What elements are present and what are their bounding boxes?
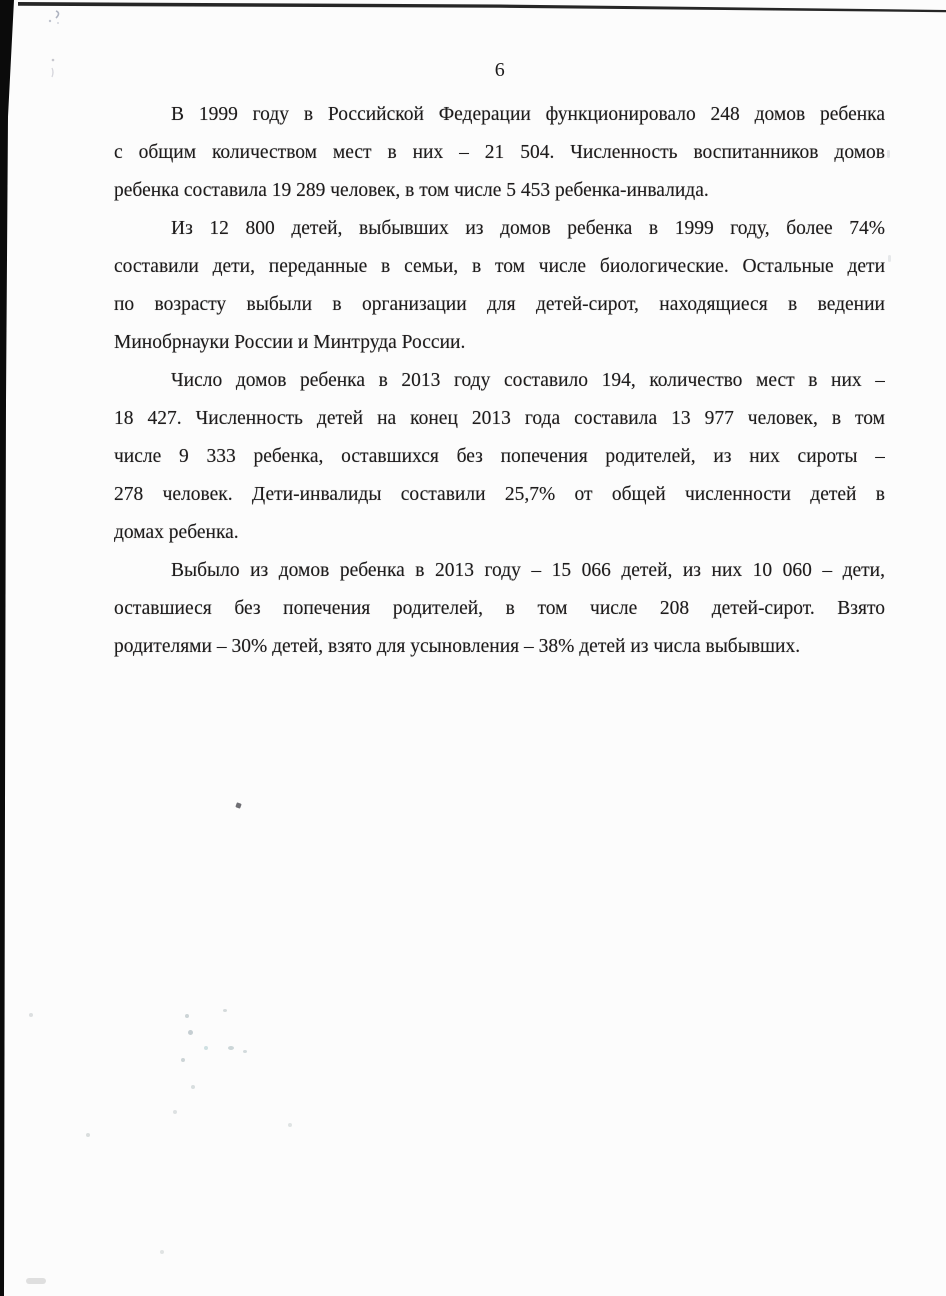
scan-speck	[185, 1014, 189, 1018]
scan-top-edge-line	[0, 0, 946, 16]
scan-speck	[29, 1013, 33, 1017]
scan-squiggle-mark	[46, 8, 68, 30]
text-line: оставшиеся без попечения родителей, в том числе 208 детей-сирот. Взято	[114, 598, 885, 619]
text-line: Минобрнауки России и Минтруда России.	[114, 332, 466, 353]
scan-speck	[888, 255, 891, 262]
text-line: по возрасту выбыли в организации для детей-сирот, находящиеся в ведении	[114, 294, 885, 315]
paragraph	[114, 96, 885, 210]
scan-left-edge	[0, 0, 15, 1296]
page-number: 6	[494, 59, 506, 81]
text-line: числе 9 333 ребенка, оставшихся без попечения родителей, из них сироты –	[114, 446, 885, 467]
scan-speck	[887, 150, 890, 158]
text-line: 18 427. Численность детей на конец 2013 года составила 13 977 человек, в том	[114, 408, 885, 429]
scan-speck	[86, 1133, 90, 1137]
text-line: домах ребенка.	[114, 522, 239, 543]
paragraph	[114, 552, 885, 666]
scan-speck	[181, 1058, 185, 1062]
text-line: родителями – 30% детей, взято для усыновления – 38% детей из числа выбывших.	[114, 636, 801, 657]
text-line: составили дети, переданные в семьи, в том числе биологические. Остальные дети	[114, 256, 885, 277]
document-body	[114, 96, 885, 666]
scan-speck	[191, 1085, 195, 1089]
scan-speck	[288, 1123, 292, 1127]
scan-speck	[228, 1046, 234, 1050]
text-line: В 1999 году в Российской Федерации функционировало 248 домов ребенка	[171, 104, 885, 125]
scan-speck	[243, 1050, 247, 1053]
scan-speck	[188, 1030, 193, 1035]
scan-dust-mark	[47, 56, 61, 82]
scan-speck	[223, 1009, 227, 1012]
paragraph	[114, 210, 885, 362]
scan-speck	[160, 1250, 164, 1254]
text-line: Выбыло из домов ребенка в 2013 году – 15 066 детей, из них 10 060 – дети,	[171, 560, 885, 581]
paragraph	[114, 362, 885, 552]
text-line: с общим количеством мест в них – 21 504. Численность воспитанников домов	[114, 142, 885, 163]
scan-speck	[235, 802, 241, 808]
scan-speck	[204, 1046, 208, 1050]
scan-smudge	[26, 1278, 46, 1284]
text-line: ребенка составила 19 289 человек, в том числе 5 453 ребенка-инвалида.	[114, 180, 709, 201]
text-line: Число домов ребенка в 2013 году составило 194, количество мест в них –	[171, 370, 885, 391]
text-line: 278 человек. Дети-инвалиды составили 25,7% от общей численности детей в	[114, 484, 885, 505]
text-line: Из 12 800 детей, выбывших из домов ребенка в 1999 году, более 74%	[171, 218, 885, 239]
scan-speck	[173, 1110, 177, 1114]
